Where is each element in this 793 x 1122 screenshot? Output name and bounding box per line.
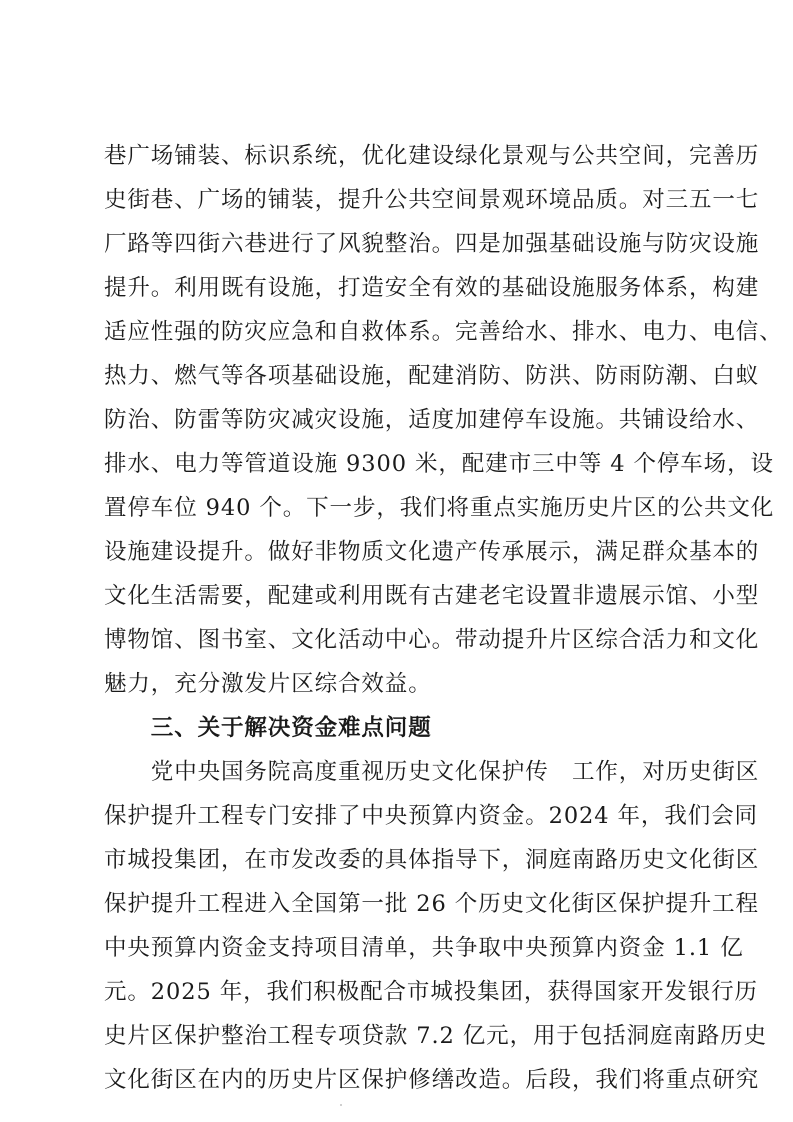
text-line: 厂路等四街六巷进行了风貌整治。四是加强基础设施与防灾设施 — [104, 231, 760, 257]
scan-speck — [340, 1104, 342, 1106]
text-line: 保护提升工程进入全国第一批 26 个历史文化街区保护提升工程 — [104, 891, 759, 917]
section-heading: 三、关于解决资金难点问题 — [104, 715, 432, 741]
text-line: 排水、电力等管道设施 9300 米，配建市三中等 4 个停车场，设 — [104, 451, 774, 477]
text-line: 博物馆、图书室、文化活动中心。带动提升片区综合活力和文化 — [104, 627, 760, 653]
text-line: 文化生活需要，配建或利用既有古建老宅设置非遗展示馆、小型 — [104, 583, 760, 609]
text-line: 热力、燃气等各项基础设施，配建消防、防洪、防雨防潮、白蚁 — [104, 363, 760, 389]
text-line: 防治、防雷等防灾减灾设施，适度加建停车设施。共铺设给水、 — [104, 407, 760, 433]
text-line: 魅力，充分激发片区综合效益。 — [104, 671, 432, 697]
text-line: 党中央国务院高度重视历史文化保护传 工作，对历史街区 — [104, 759, 760, 785]
text-line: 文化街区在内的历史片区保护修缮改造。后段，我们将重点研究 — [104, 1067, 760, 1093]
text-line: 元。2025 年，我们积极配合市城投集团，获得国家开发银行历 — [104, 979, 758, 1005]
text-line: 中央预算内资金支持项目清单，共争取中央预算内资金 1.1 亿 — [104, 935, 744, 961]
text-line: 适应性强的防灾应急和自救体系。完善给水、排水、电力、电信、 — [104, 319, 783, 345]
text-line: 设施建设提升。做好非物质文化遗产传承展示，满足群众基本的 — [104, 539, 760, 565]
text-line: 置停车位 940 个。下一步，我们将重点实施历史片区的公共文化 — [104, 495, 775, 521]
text-line: 提升。利用既有设施，打造安全有效的基础设施服务体系，构建 — [104, 275, 760, 301]
text-line: 史街巷、广场的铺装，提升公共空间景观环境品质。对三五一七 — [104, 187, 760, 213]
text-line: 巷广场铺装、标识系统，优化建设绿化景观与公共空间，完善历 — [104, 143, 760, 169]
text-line: 史片区保护整治工程专项贷款 7.2 亿元，用于包括洞庭南路历史 — [104, 1023, 767, 1049]
text-line: 市城投集团，在市发改委的具体指导下，洞庭南路历史文化街区 — [104, 847, 760, 873]
text-line: 保护提升工程专门安排了中央预算内资金。2024 年，我们会同 — [104, 803, 758, 829]
